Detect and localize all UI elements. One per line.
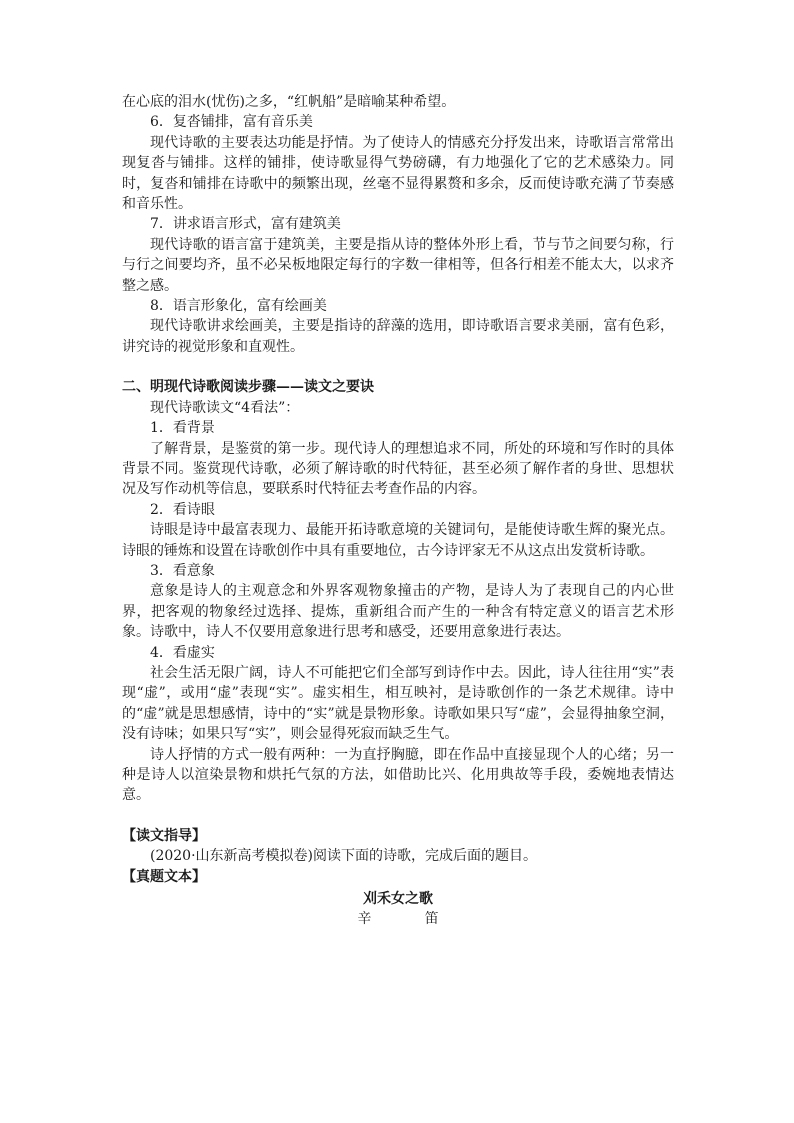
- step-4-heading: 4．看虚实: [150, 644, 215, 661]
- step-4-body: 社会生活无限广阔，诗人不可能把它们全部写到诗作中去。因此，诗人往往用“实”表现“虚”，或用“虚”表现“实”。虚实相生，相互映衬，是诗歌创作的一条艺术规律。诗中的“虚”就是思想感情，诗中的“实”就是景物形象。诗歌如果只写“虚”，会显得抽象空洞，没有诗味；如果只写“实”，则会显得死寂而缺乏生气。: [122, 664, 674, 743]
- text-label: 【真题文本】: [122, 868, 206, 885]
- section-2-lead: 现代诗歌读文“4看法”：: [150, 399, 300, 416]
- spacer: [122, 806, 674, 826]
- section-2-title: 二、明现代诗歌阅读步骤——读文之要诀: [122, 379, 374, 396]
- item-7-heading: 7．讲求语言形式，富有建筑美: [150, 216, 341, 233]
- step-1-body: 了解背景，是鉴赏的第一步。现代诗人的理想追求不同，所处的环境和写作时的具体背景不同。鉴赏现代诗歌，必须了解诗歌的时代特征，甚至必须了解作者的身世、思想状况及写作动机等信息，要联系时代特征去考查作品的内容。: [122, 440, 674, 498]
- step-1-heading: 1．看背景: [150, 420, 215, 437]
- guide-text: (2020·山东新高考模拟卷)阅读下面的诗歌，完成后面的题目。: [150, 848, 538, 865]
- poem-author: 辛 笛: [357, 911, 459, 928]
- item-8-body: 现代诗歌讲求绘画美，主要是指诗的辞藻的选用，即诗歌语言要求美丽，富有色彩，讲究诗的视觉形象和直观性。: [122, 318, 674, 355]
- section-2-closing: 诗人抒情的方式一般有两种：一为直抒胸臆，即在作品中直接显现个人的心绪；另一种是诗人以渲染景物和烘托气氛的方法，如借助比兴、化用典故等手段，委婉地表情达意。: [122, 746, 674, 804]
- step-3-body: 意象是诗人的主观意念和外界客观物象撞击的产物，是诗人为了表现自己的内心世界，把客观的物象经过选择、提炼，重新组合而产生的一种含有特定意义的语言艺术形象。诗歌中，诗人不仅要用意象进行思考和感受，还要用意象进行表达。: [122, 583, 674, 641]
- step-3-heading: 3．看意象: [150, 562, 215, 579]
- guide-label: 【读文指导】: [122, 827, 206, 844]
- item-7-body: 现代诗歌的语言富于建筑美，主要是指从诗的整体外形上看，节与节之间要匀称，行与行之间要均齐，虽不必呆板地限定每行的字数一律相等，但各行相差不能太大，以求齐整之感。: [122, 236, 674, 294]
- step-2-heading: 2．看诗眼: [150, 501, 215, 518]
- poem-title: 刈禾女之歌: [363, 891, 433, 908]
- item-6-body: 现代诗歌的主要表达功能是抒情。为了使诗人的情感充分抒发出来，诗歌语言常常出现复沓与铺排。这样的铺排，使诗歌显得气势磅礴，有力地强化了它的艺术感染力。同时，复沓和铺排在诗歌中的频繁出现，丝毫不显得累赘和多余，反而使诗歌充满了节奏感和音乐性。: [122, 134, 674, 213]
- item-6-heading: 6．复沓铺排，富有音乐美: [150, 114, 313, 131]
- item-8-heading: 8．语言形象化，富有绘画美: [150, 298, 327, 315]
- intro-continuation: 在心底的泪水(忧伤)之多，“红帆船”是暗喻某种希望。: [122, 94, 456, 110]
- step-2-body: 诗眼是诗中最富表现力、最能开拓诗歌意境的关键词句，是能使诗歌生辉的聚光点。诗眼的锤炼和设置在诗歌创作中具有重要地位，古今诗评家无不从这点出发赏析诗歌。: [122, 522, 674, 559]
- document-page: [122, 92, 674, 930]
